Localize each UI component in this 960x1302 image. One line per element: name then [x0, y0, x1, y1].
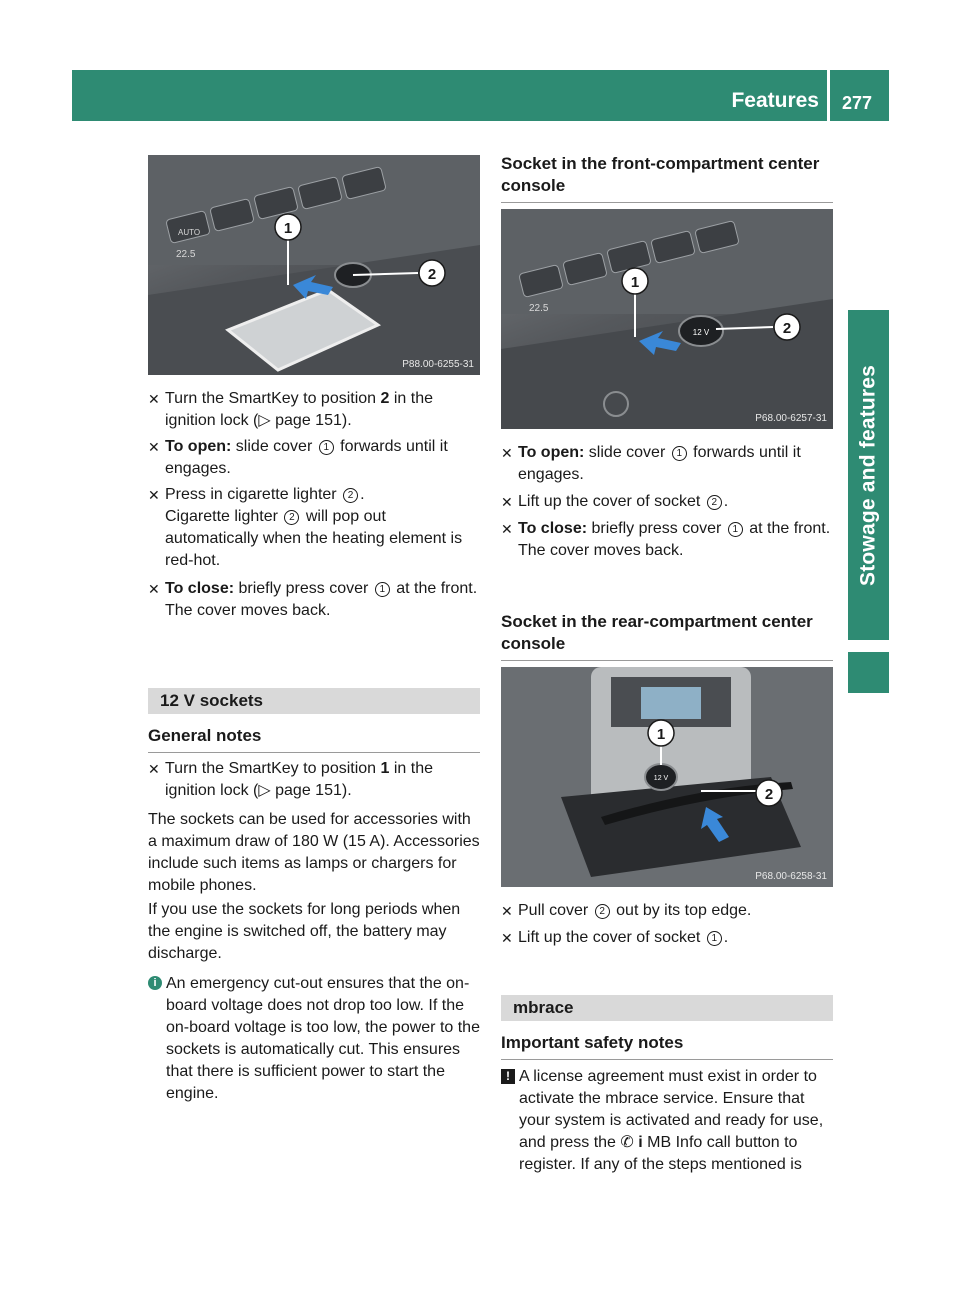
callout-number: 2 [595, 904, 610, 919]
instruction-step: ✕ Lift up the cover of socket 2 . [501, 491, 833, 513]
callout-number: 1 [672, 446, 687, 461]
photo-rear-socket [501, 667, 833, 887]
instruction-step: ✕ Turn the SmartKey to position 1 in the ignition lock (▷ page 151). [148, 760, 434, 799]
subheading-safety-notes: Important safety notes [501, 1032, 833, 1060]
photo-temp-display: 22.5 [529, 303, 549, 314]
info-icon: i [148, 976, 162, 990]
page-number: 277 [842, 93, 873, 113]
side-tab-label: Stowage and features [856, 364, 880, 586]
phone-info-icon: ✆ i [620, 1134, 643, 1151]
subheading-general-notes: General notes [148, 725, 480, 753]
photo-socket-label: 12 V [653, 775, 669, 782]
photo-callout-2: 2 [427, 266, 437, 283]
instruction-step: ✕ To close: briefly press cover 1 at the front. The cover moves back. [501, 520, 831, 559]
photo-callout-1: 1 [656, 726, 666, 743]
photo-caption: P68.00-6257-31 [755, 413, 827, 424]
step-arrow-icon: ✕ [501, 445, 513, 461]
step-arrow-icon: ✕ [148, 391, 160, 407]
photo-temp-display: 22.5 [176, 249, 196, 260]
instruction-step: ✕ To open: slide cover 1 forwards until it engages. [148, 438, 448, 477]
callout-number: 2 [284, 510, 299, 525]
photo-socket-label: 12 V [692, 328, 710, 337]
instruction-step: ✕ Press in cigarette lighter 2 . Cigarette lighter 2 will pop out automatically when the heating element is red-hot. [148, 486, 463, 569]
step-arrow-icon: ✕ [148, 581, 160, 597]
photo-auto-label: AUTO [178, 228, 201, 237]
photo-callout-1: 1 [283, 220, 293, 237]
step-arrow-icon: ✕ [501, 903, 513, 919]
heading-rear-socket: Socket in the rear-compartment center console [501, 611, 833, 661]
instruction-step: ✕ Turn the SmartKey to position 2 in the ignition lock (▷ page 151). [148, 390, 434, 429]
photo-callout-2: 2 [764, 786, 774, 803]
info-note: i An emergency cut-out ensures that the on-board voltage does not drop too low. If the on-board voltage is too low, the power to the sockets is automatically cut. This ensures that there is sufficient power to start the engine. [148, 973, 480, 1105]
step-arrow-icon: ✕ [148, 439, 160, 455]
callout-number: 1 [319, 440, 334, 455]
warning-icon: ! [501, 1069, 515, 1084]
instruction-step: ✕ Pull cover 2 out by its top edge. [501, 900, 833, 922]
callout-number: 2 [343, 488, 358, 503]
instruction-step: ✕ Lift up the cover of socket 1 . [501, 927, 833, 949]
photo-caption: P88.00-6255-31 [402, 359, 474, 370]
section-heading-12v: 12 V sockets [148, 688, 480, 714]
step-arrow-icon: ✕ [501, 494, 513, 510]
side-tab-marker [848, 652, 889, 693]
callout-number: 2 [707, 495, 722, 510]
callout-number: 1 [375, 582, 390, 597]
warning-note: ! A license agreement must exist in order to activate the mbrace service. Ensure that your system is activated and ready for use, and press the ✆ i MB Info call button to register. If any of the steps mentioned is [501, 1066, 833, 1176]
step-arrow-icon: ✕ [501, 930, 513, 946]
photo-callout-2: 2 [782, 320, 792, 337]
side-chapter-tab [848, 310, 889, 640]
instruction-step: ✕ To open: slide cover 1 forwards until it engages. [501, 444, 801, 483]
callout-number: 1 [728, 522, 743, 537]
step-arrow-icon: ✕ [148, 761, 160, 777]
photo-cigarette-lighter [148, 155, 480, 375]
callout-number: 1 [707, 931, 722, 946]
header-title: Features [731, 89, 819, 112]
photo-caption: P68.00-6258-31 [755, 871, 827, 882]
instruction-step: ✕ To close: briefly press cover 1 at the front. The cover moves back. [148, 580, 478, 619]
photo-callout-1: 1 [630, 274, 640, 291]
header-divider [827, 70, 830, 121]
photo-front-socket [501, 209, 833, 429]
step-arrow-icon: ✕ [148, 487, 160, 503]
paragraph: If you use the sockets for long periods when the engine is switched off, the battery may discharge. [148, 901, 461, 962]
paragraph: The sockets can be used for accessories with a maximum draw of 180 W (15 A). Accessories include such items as lamps or chargers for mobile phones. [148, 811, 480, 894]
page-header [72, 70, 889, 121]
heading-front-socket: Socket in the front-compartment center console [501, 153, 833, 203]
section-heading-mbrace: mbrace [501, 995, 833, 1021]
step-arrow-icon: ✕ [501, 521, 513, 537]
